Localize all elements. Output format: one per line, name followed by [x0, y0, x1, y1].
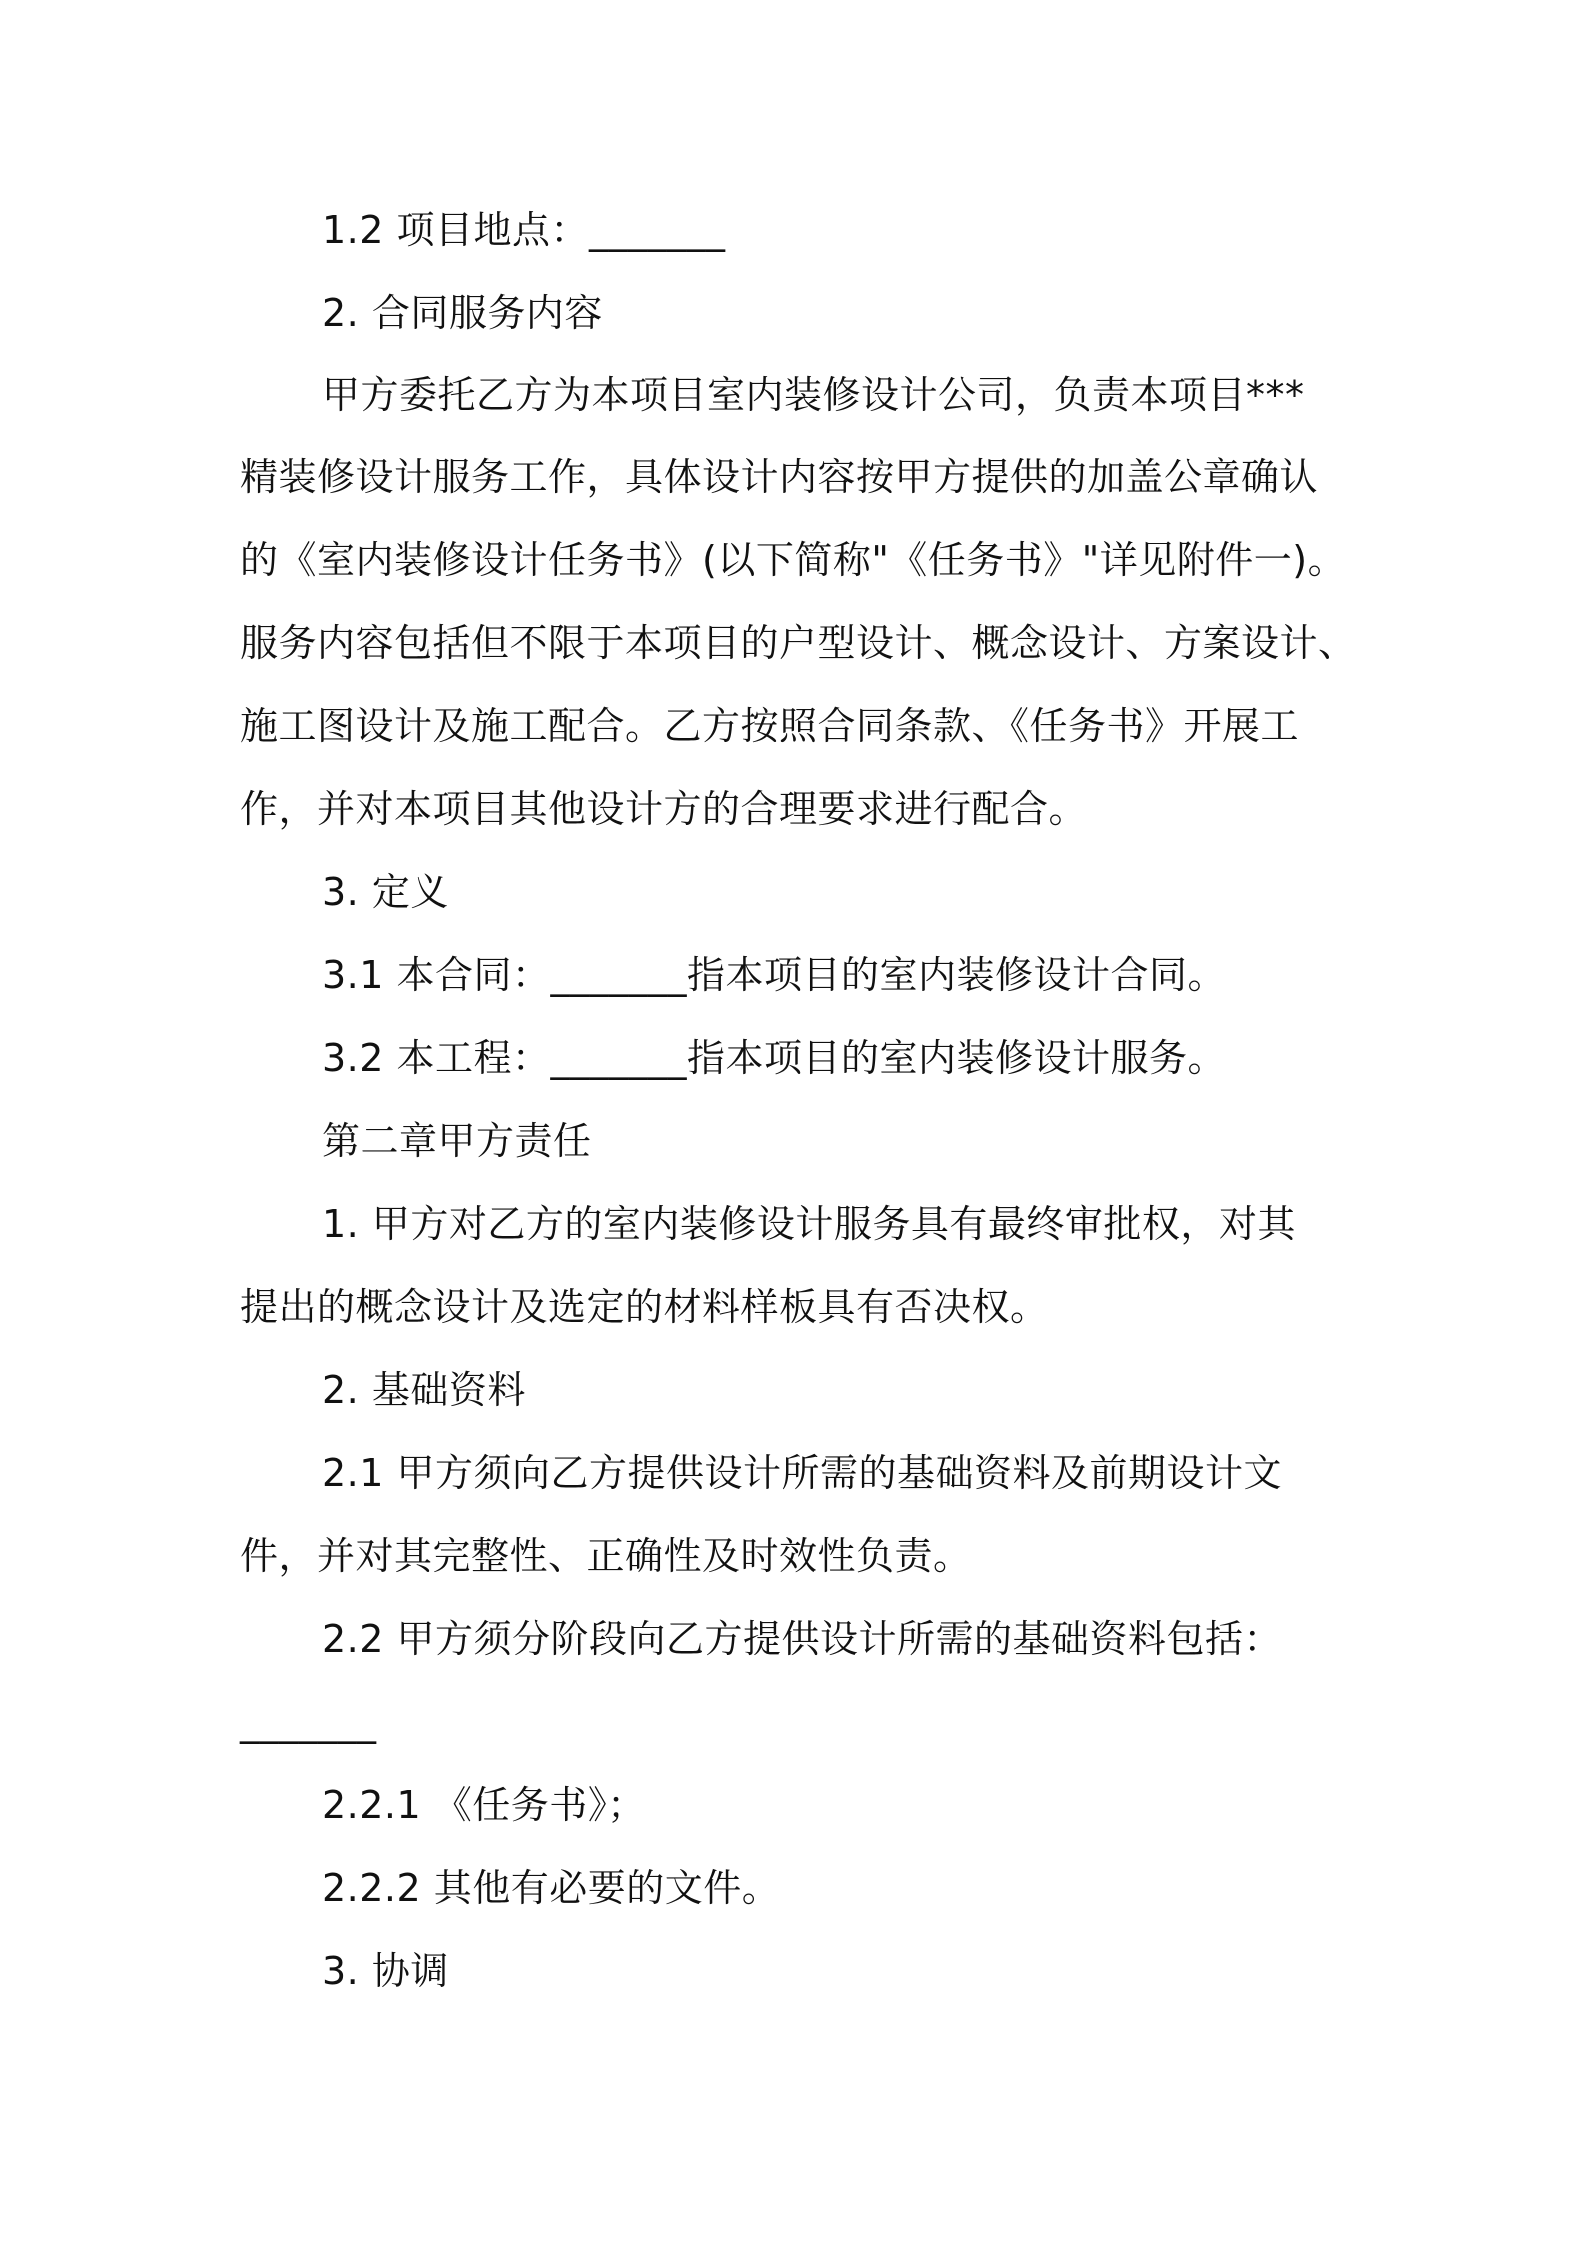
paragraph-line-5: 施工图设计及施工配合。乙方按照合同条款、《任务书》开展工: [240, 704, 1300, 748]
clause-1-2: 1.2 项目地点：_______: [322, 208, 726, 252]
clause-2-2-2: 2.2.2 其他有必要的文件。: [322, 1866, 781, 1910]
paragraph-line-1: 甲方委托乙方为本项目室内装修设计公司，负责本项目***: [322, 373, 1305, 417]
clause-2-1-line-1: 2.1 甲方须向乙方提供设计所需的基础资料及前期设计文: [322, 1451, 1283, 1495]
clause-2-heading: 2. 合同服务内容: [322, 291, 603, 335]
clause-3-1: 3.1 本合同：_______指本项目的室内装修设计合同。: [322, 953, 1227, 997]
clause-3-2: 3.2 本工程：_______指本项目的室内装修设计服务。: [322, 1036, 1227, 1080]
paragraph-line-4: 服务内容包括但不限于本项目的户型设计、概念设计、方案设计、: [240, 621, 1357, 665]
clause-2-2: 2.2 甲方须分阶段向乙方提供设计所需的基础资料包括：: [322, 1617, 1283, 1661]
clause-2-1-line-2: 件，并对其完整性、正确性及时效性负责。: [240, 1534, 972, 1578]
clause-3-coordination: 3. 协调: [322, 1949, 449, 1993]
clause-3-heading: 3. 定义: [322, 870, 449, 914]
blank-line: _______: [240, 1700, 377, 1744]
paragraph-line-6: 作，并对本项目其他设计方的合理要求进行配合。: [240, 787, 1088, 831]
paragraph-line-2: 精装修设计服务工作，具体设计内容按甲方提供的加盖公章确认: [240, 455, 1319, 499]
responsibility-line-1: 1. 甲方对乙方的室内装修设计服务具有最终审批权，对其: [322, 1202, 1296, 1246]
clause-2-basic-data: 2. 基础资料: [322, 1368, 526, 1412]
paragraph-line-3: 的《室内装修设计任务书》(以下简称"《任务书》"详见附件一)。: [240, 538, 1347, 582]
responsibility-line-2: 提出的概念设计及选定的材料样板具有否决权。: [240, 1285, 1049, 1329]
chapter-heading: 第二章甲方责任: [322, 1119, 592, 1163]
clause-2-2-1: 2.2.1 《任务书》；: [322, 1783, 646, 1827]
